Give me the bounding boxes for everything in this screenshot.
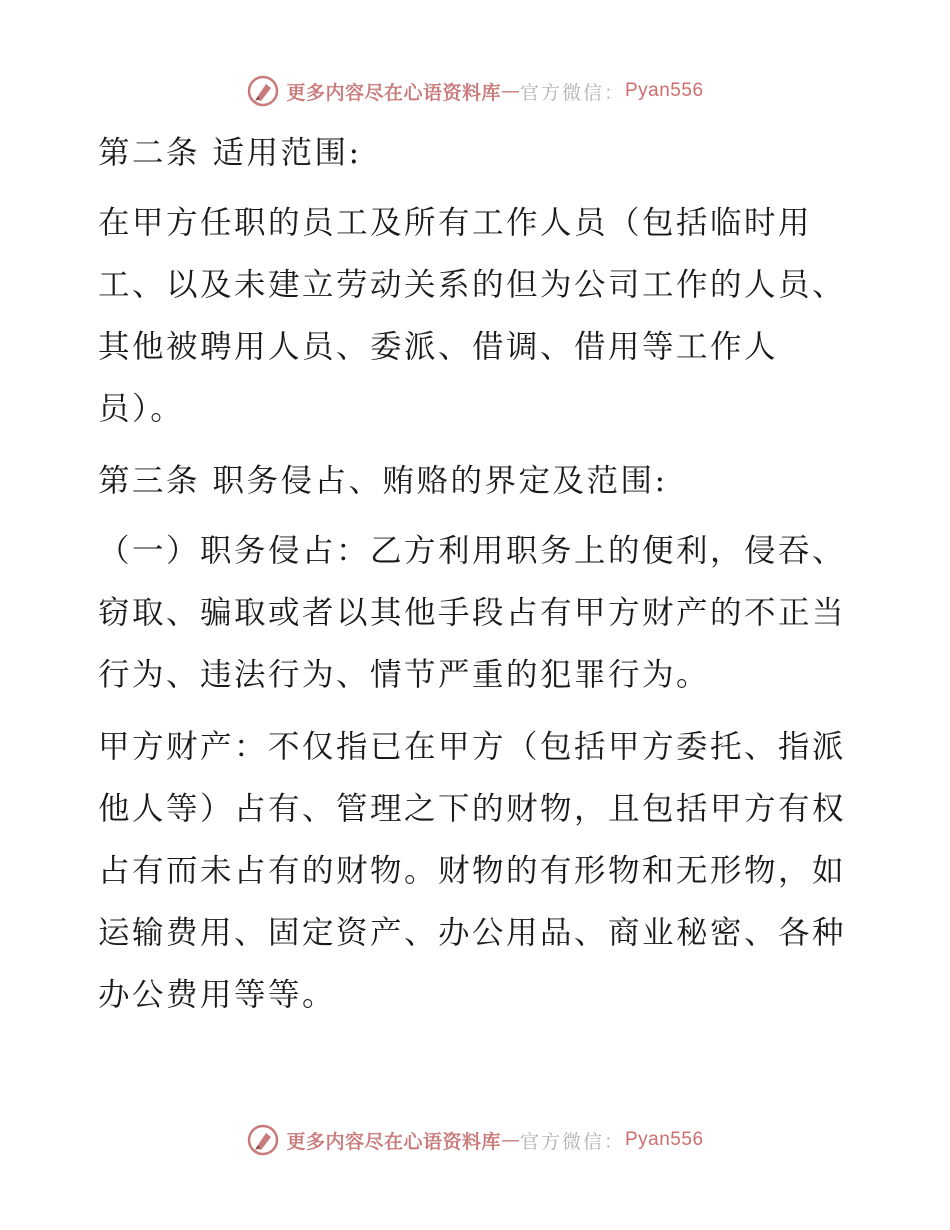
watermark-text: 更多内容尽在心语资料库: [286, 1130, 501, 1153]
pen-nib-logo-icon: [246, 74, 280, 108]
watermark-label: 官方微信：: [519, 1130, 625, 1153]
footer-watermark: [0, 1120, 950, 1160]
header-watermark: [0, 71, 950, 111]
article-2-heading: 第二条 适用范围:: [98, 135, 362, 171]
watermark-wechat-id: Pyan556: [625, 80, 704, 101]
article-3-property-definition: 甲方财产：不仅指已在甲方（包括甲方委托、指派他人等）占有、管理之下的财物，且包括甲方有权占有而未占有的财物。财物的有形物和无形物，如运输费用、固定资产、办公用品、商业秘密、各种办公费用等等。: [98, 729, 847, 1013]
document-body: [98, 122, 858, 1036]
watermark-text: 更多内容尽在心语资料库: [286, 81, 501, 104]
article-3-item-1: （一）职务侵占：乙方利用职务上的便利，侵吞、窃取、骗取或者以其他手段占有甲方财产的不正当行为、违法行为、情节严重的犯罪行为。: [98, 533, 847, 693]
watermark-label: 官方微信：: [519, 81, 625, 104]
article-2-body: 在甲方任职的员工及所有工作人员（包括临时用工、以及未建立劳动关系的但为公司工作的人员、其他被聘用人员、委派、借调、借用等工作人员）。: [98, 205, 847, 427]
pen-nib-logo-icon: [246, 1123, 280, 1157]
article-3-heading: 第三条 职务侵占、贿赂的界定及范围:: [98, 463, 668, 499]
watermark-wechat-id: Pyan556: [625, 1129, 704, 1150]
watermark-separator: —: [500, 1129, 520, 1151]
watermark-separator: —: [500, 80, 520, 102]
